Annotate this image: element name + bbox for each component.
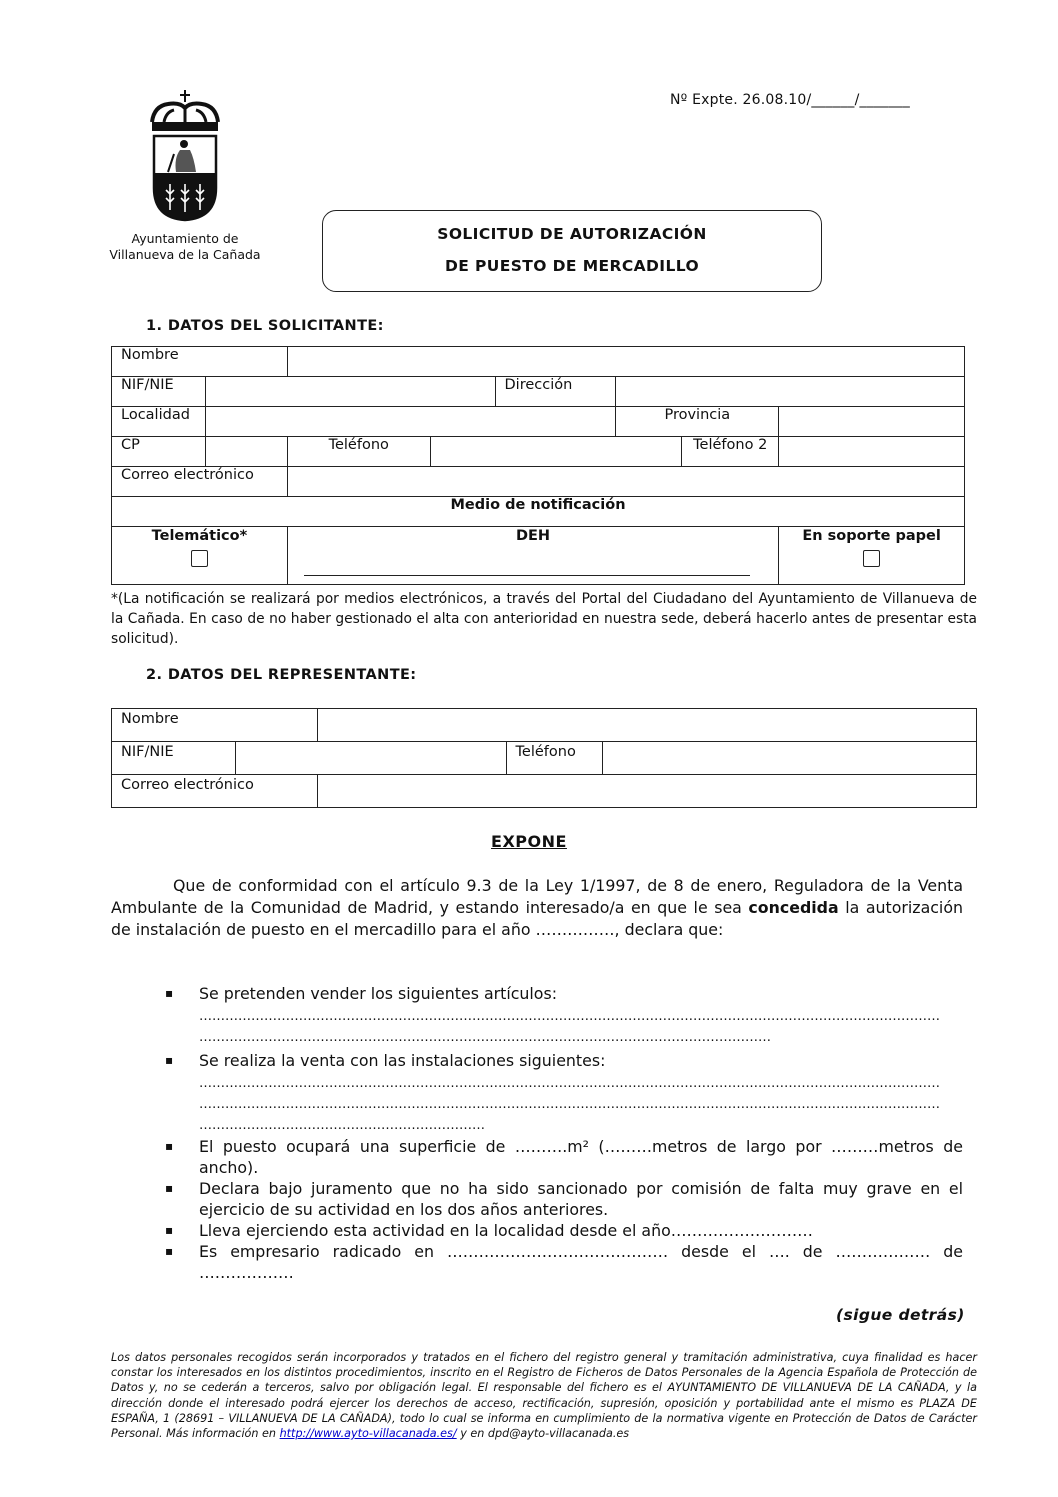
articulos-line2[interactable]: ……………………………………………………………………………………………………………………: [199, 1030, 771, 1045]
continue-note: (sigue detrás): [836, 1306, 965, 1324]
telematico-checkbox[interactable]: [191, 550, 208, 567]
bullet-empresario: ▪ Es empresario radicado en …………………………………… desde el …. de ……………… de ………………: [165, 1241, 963, 1283]
privacy-footer: [111, 1350, 977, 1441]
papel-checkbox[interactable]: [863, 550, 880, 567]
applicant-table: [111, 346, 965, 585]
expone-paragraph-bold: concedida: [748, 898, 839, 917]
form-title-line2: DE PUESTO DE MERCADILLO: [444, 257, 700, 275]
rep-label-nif: NIF/NIE: [112, 742, 236, 775]
rep-input-nif[interactable]: [235, 742, 506, 775]
input-correo[interactable]: [287, 467, 964, 497]
option-telematico: [112, 527, 288, 585]
rep-label-nombre: Nombre: [112, 709, 318, 742]
label-provincia: Provincia: [616, 407, 779, 437]
section2-heading: 2. DATOS DEL REPRESENTANTE:: [146, 667, 417, 683]
footer-text-part2: y en dpd@ayto-villacanada.es: [456, 1427, 630, 1441]
organization-name: [100, 231, 270, 263]
rep-input-nombre[interactable]: [317, 709, 976, 742]
instalaciones-line1[interactable]: ………………………………………………………………………………………………………………………………………………………: [199, 1076, 940, 1091]
label-deh: DEH: [515, 528, 551, 544]
declaration-list: [165, 983, 963, 1283]
label-direccion: Dirección: [495, 377, 616, 407]
expone-heading: EXPONE: [491, 832, 567, 851]
organization-name-line2: Villanueva de la Cañada: [109, 247, 261, 262]
rep-input-telefono[interactable]: [602, 742, 977, 775]
label-telematico: Telemático*: [151, 528, 248, 544]
expediente-number: Nº Expte. 26.08.10/______/_______: [670, 92, 910, 108]
expone-paragraph-part1: Que de conformidad con el artículo 9.3 de la Ley 1/1997, de 8 de enero, Reguladora de la Venta Ambulante de la Comunidad de Madrid, y estando interesado/a en que le sea: [111, 876, 963, 917]
input-nif[interactable]: [205, 377, 495, 407]
footer-text-part1: Los datos personales recogidos serán incorporados y tratados en el fichero del registro general y tramitación administrativa, cuya finalidad es hacer constar los interesados en los distintos procedimientos, inscrito en el Registro de Ficheros de Datos Personales de la Agencia Española de Protección de Datos y, no se cederán a terceros, salvo por obligación legal. El responsable del fichero es el AYUNTAMIENTO DE VILLANUEVA DE LA CAÑADA, y la dirección donde el interesado podrá ejercer los derechos de acceso, rectificación, supresión, oposición y portabilidad ante el mismo es PLAZA DE ESPAÑA, 1 (28691 – VILLANUEVA DE LA CAÑADA), todo lo cual se informa en cumplimiento de la normativa vigente en Protección de Datos de Carácter Personal. Más información en: [111, 1351, 977, 1441]
instalaciones-line3[interactable]: …………………………………………………………: [199, 1118, 485, 1133]
rep-label-telefono: Teléfono: [506, 742, 602, 775]
bullet-juramento: ▪ Declara bajo juramento que no ha sido sancionado por comisión de falta muy grave en el ejercicio de su actividad en los dos años anteriores.: [165, 1178, 963, 1220]
label-telefono2: Teléfono 2: [682, 437, 779, 467]
bullet-articulos: ▪ Se pretenden vender los siguientes artículos:: [165, 983, 963, 1004]
label-correo: Correo electrónico: [112, 467, 288, 497]
form-title-box: [322, 210, 822, 292]
form-title-line1: SOLICITUD DE AUTORIZACIÓN: [437, 225, 707, 243]
rep-label-correo: Correo electrónico: [112, 775, 318, 808]
label-nombre: Nombre: [112, 347, 288, 377]
coat-of-arms-logo: [140, 88, 230, 228]
expone-paragraph: [111, 875, 963, 941]
section1-heading: 1. DATOS DEL SOLICITANTE:: [146, 318, 384, 334]
input-nombre[interactable]: [287, 347, 964, 377]
input-provincia[interactable]: [779, 407, 965, 437]
rep-input-correo[interactable]: [317, 775, 976, 808]
label-nif: NIF/NIE: [112, 377, 206, 407]
articulos-line1[interactable]: ………………………………………………………………………………………………………………………………………………………: [199, 1009, 940, 1024]
input-telefono[interactable]: [430, 437, 682, 467]
notification-note: *(La notificación se realizará por medios electrónicos, a través del Portal del Ciudadano del Ayuntamiento de Villanueva de la Cañada. En caso de no haber gestionado el alta con anterioridad en nuestra sede, deberá hacerlo antes de presentar esta solicitud).: [111, 591, 977, 647]
input-telefono2[interactable]: [779, 437, 965, 467]
footer-website-link[interactable]: http://www.ayto-villacanada.es/: [279, 1427, 457, 1441]
bullet-superficie: ▪ El puesto ocupará una superficie de ……….m² (………metros de largo por ………metros de ancho).: [165, 1136, 963, 1178]
representative-table: [111, 708, 977, 808]
input-direccion[interactable]: [616, 377, 965, 407]
input-cp[interactable]: [205, 437, 287, 467]
option-papel: [779, 527, 965, 585]
input-localidad[interactable]: [205, 407, 615, 437]
label-medio-notificacion: Medio de notificación: [112, 497, 965, 527]
bullet-instalaciones: ▪ Se realiza la venta con las instalaciones siguientes:: [165, 1050, 963, 1071]
label-papel: En soporte papel: [802, 528, 941, 544]
instalaciones-line2[interactable]: ………………………………………………………………………………………………………………………………………………………: [199, 1097, 940, 1112]
label-telefono: Teléfono: [287, 437, 430, 467]
expone-paragraph-part2: la autorización de instalación de puesto en el mercadillo para el año ……………, declara que:: [111, 898, 963, 939]
label-localidad: Localidad: [112, 407, 206, 437]
deh-input-line[interactable]: [304, 575, 750, 576]
bullet-actividad-desde: ▪ Lleva ejerciendo esta actividad en la localidad desde el año………………………: [165, 1220, 963, 1241]
label-cp: CP: [112, 437, 206, 467]
organization-name-line1: Ayuntamiento de: [131, 231, 239, 246]
